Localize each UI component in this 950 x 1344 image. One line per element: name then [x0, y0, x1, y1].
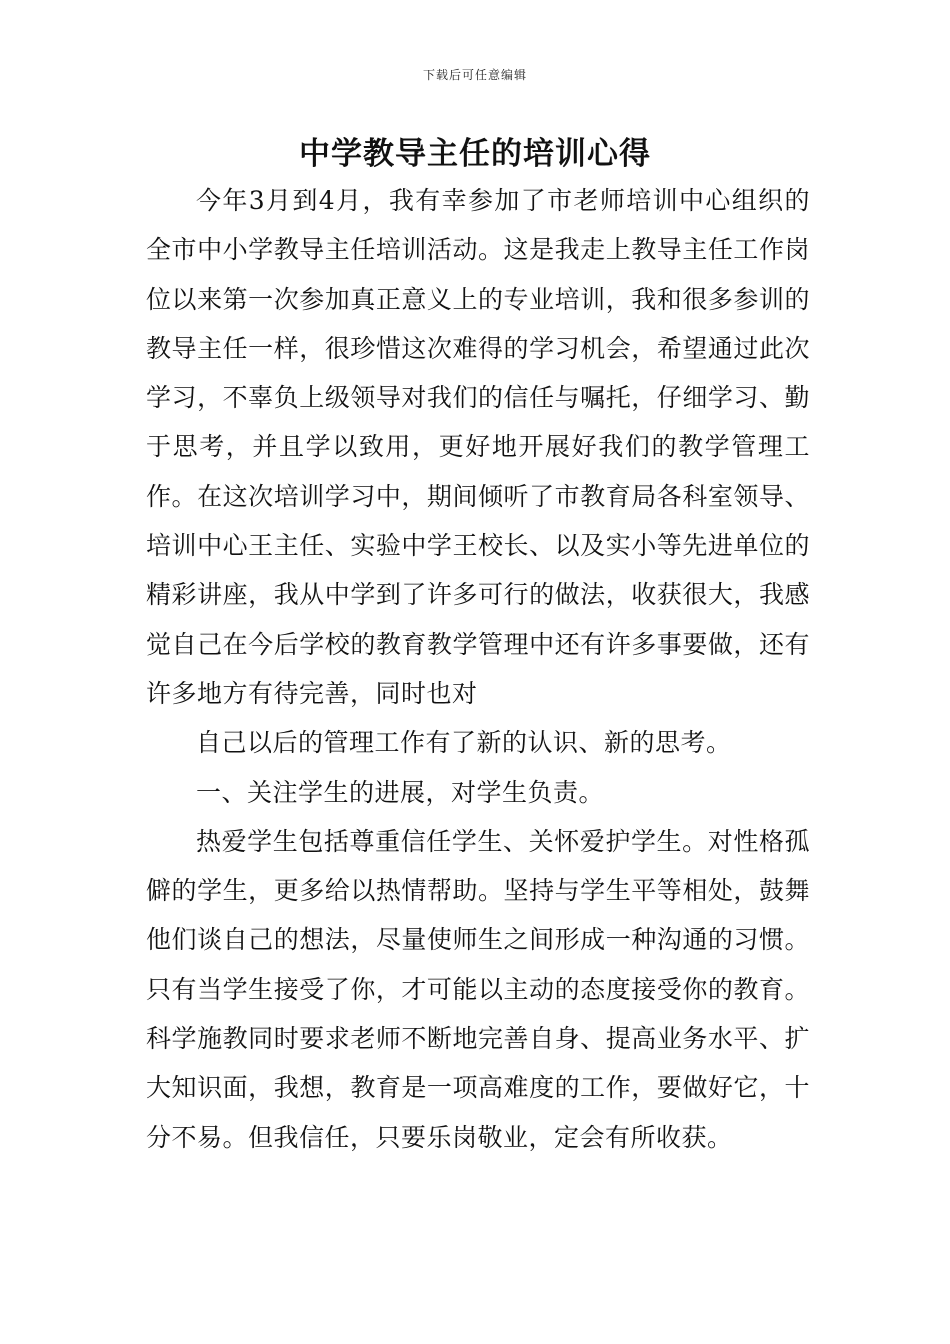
document-body	[146, 176, 810, 1162]
section-heading-one: 一、关注学生的进展，对学生负责。	[196, 777, 605, 807]
header-note: 下载后可任意编辑	[422, 68, 527, 82]
paragraph-section-one: 热爱学生包括尊重信任学生、关怀爱护学生。对性格孤僻的学生，更多给以热情帮助。坚持与学生平等相处，鼓舞他们谈自己的想法，尽量使师生之间形成一种沟通的习惯。只有当学生接受了你，才可能以主动的态度接受你的教育。科学施教同时要求老师不断地完善自身、提高业务水平、扩大知识面，我想，教育是一项高难度的工作，要做好它，十分不易。但我信任，只要乐岗敬业，定会有所收获。	[146, 826, 810, 1152]
paragraph-continuation: 自己以后的管理工作有了新的认识、新的思考。	[196, 728, 732, 758]
paragraph-intro: 今年3月到4月，我有幸参加了市老师培训中心组织的全市中小学教导主任培训活动。这是我走上教导主任工作岗位以来第一次参加真正意义上的专业培训，我和很多参训的教导主任一样，很珍惜这次难得的学习机会，希望通过此次学习，不辜负上级领导对我们的信任与嘱托，仔细学习、勤于思考，并且学以致用，更好地开展好我们的教学管理工作。在这次培训学习中，期间倾听了市教育局各科室领导、培训中心王主任、实验中学王校长、以及实小等先进单位的精彩讲座，我从中学到了许多可行的做法，收获很大，我感觉自己在今后学校的教育教学管理中还有许多事要做，还有许多地方有待完善，同时也对	[146, 186, 810, 708]
document-title: 中学教导主任的培训心得	[299, 136, 651, 172]
